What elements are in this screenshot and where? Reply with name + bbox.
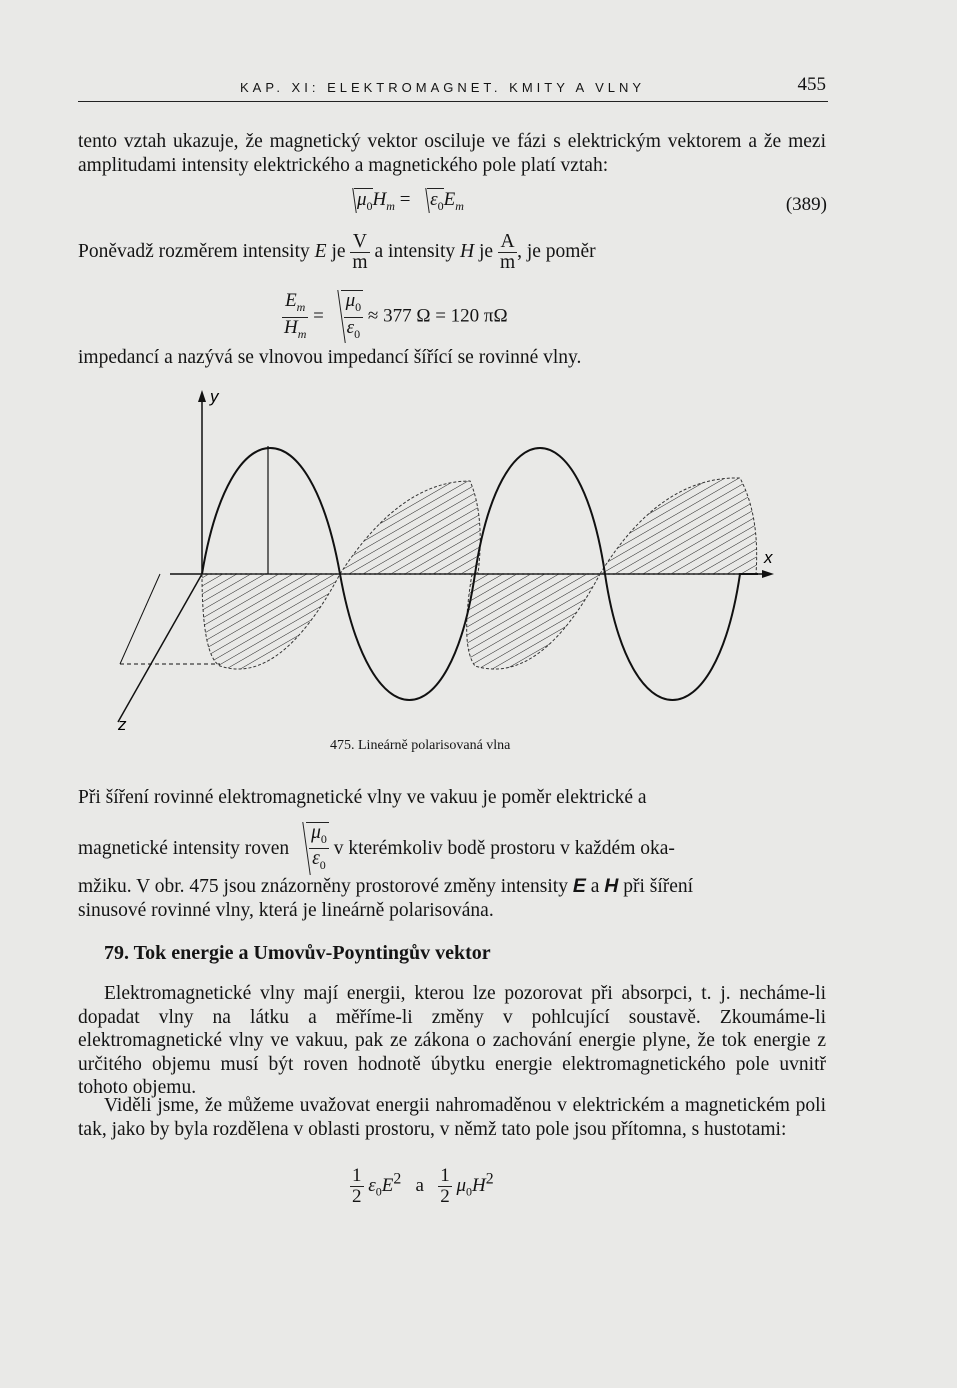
- x-arrow-icon: [762, 570, 774, 578]
- text-fragment: a: [585, 876, 605, 898]
- subscript: 0: [366, 198, 373, 213]
- paragraph-density: Viděli jsme, že můžeme uvažovat energii nahromaděnou v elektrickém a magnetickém poli tak, jako by byla rozdělena v oblasti prostoru, v němž tato pole jsou přítomna, s hustotami:: [78, 1095, 826, 1140]
- h-field-lobe-3: [467, 574, 600, 669]
- fraction-mu-over-eps: [309, 823, 329, 876]
- figure-475: [100, 386, 800, 741]
- symbol-mu: μ: [357, 189, 367, 210]
- symbol-h: H: [460, 240, 475, 262]
- symbol-h: H: [372, 189, 387, 210]
- text-line: [78, 875, 826, 899]
- subscript: m: [386, 198, 395, 213]
- text-fragment: magnetické intensity roven: [78, 837, 290, 859]
- symbol-eps: ε: [346, 316, 355, 338]
- equation-impedance: [282, 290, 508, 344]
- sqrt-ratio: [341, 290, 364, 344]
- denominator: [344, 318, 364, 344]
- numerator: V: [350, 232, 369, 253]
- equation-number: (389): [785, 194, 827, 215]
- sqrt-eps0: [427, 188, 444, 214]
- sqrt-mu0: [354, 188, 373, 214]
- symbol-e: E: [381, 1174, 394, 1196]
- fraction-half: [350, 1166, 364, 1207]
- subscript: 0: [375, 1184, 382, 1199]
- equals-sign: =: [399, 189, 411, 210]
- text-fragment: je: [474, 240, 498, 262]
- z-guide-line: [120, 574, 160, 664]
- symbol-e: E: [285, 290, 297, 311]
- z-axis-label: z: [118, 715, 127, 734]
- subscript: m: [297, 326, 307, 341]
- denominator: [309, 849, 329, 875]
- text-line: Při šíření rovinné elektromagnetické vlny ve vakuu je poměr elektrické a: [78, 787, 647, 808]
- denominator: 2: [352, 1186, 362, 1207]
- running-title: KAP. XI: ELEKTROMAGNET. KMITY A VLNY: [240, 80, 646, 95]
- symbol-eps: ε: [312, 848, 320, 870]
- symbol-mu: μ: [456, 1174, 467, 1196]
- fraction-mu-over-eps: [344, 291, 364, 344]
- denominator: 2: [440, 1186, 450, 1207]
- subscript: 0: [437, 198, 444, 213]
- paragraph-intro: tento vztah ukazuje, že magnetický vektor osciluje ve fázi s elektrickým vektorem a že mezi amplitudami intensity elektrického a magnetického pole platí vztah:: [78, 131, 826, 176]
- subscript: m: [455, 198, 464, 213]
- z-axis: [118, 574, 202, 722]
- text-fragment: při šíření: [618, 876, 694, 898]
- header-rule: [78, 101, 828, 102]
- text-fragment: Poněvadž rozměrem intensity: [78, 240, 315, 262]
- denominator: m: [499, 252, 516, 273]
- superscript: 2: [393, 1170, 402, 1188]
- h-field-lobe-1: [202, 574, 340, 669]
- subscript: 0: [355, 299, 362, 314]
- conjunction: a: [415, 1174, 424, 1196]
- symbol-h: H: [284, 316, 298, 338]
- numerator: 1: [352, 1165, 362, 1186]
- text-line: sinusové rovinné vlny, která je lineárně polarisována.: [78, 899, 494, 921]
- subscript: 0: [466, 1184, 473, 1199]
- subscript: 0: [320, 831, 327, 846]
- equation-density: [350, 1166, 494, 1207]
- symbol-mu: μ: [311, 821, 321, 843]
- subscript: 0: [354, 326, 361, 341]
- h-field-lobe-2: [340, 481, 480, 574]
- denominator: [282, 318, 308, 344]
- symbol-e: E: [314, 240, 327, 262]
- text-fragment: , je poměr: [517, 240, 596, 262]
- equation-389: [342, 188, 464, 214]
- text-line: [78, 822, 826, 876]
- fraction-half: [438, 1166, 452, 1207]
- symbol-eps: ε: [368, 1174, 376, 1196]
- paragraph-ratio: [78, 786, 826, 922]
- numerator: A: [498, 232, 517, 253]
- y-arrow-icon: [198, 390, 206, 402]
- symbol-eps: ε: [430, 189, 438, 210]
- y-axis-label: y: [210, 387, 219, 406]
- symbol-mu: μ: [345, 290, 356, 311]
- vector-e: E: [572, 875, 586, 898]
- numerator: 1: [440, 1165, 450, 1186]
- numerator: [344, 291, 364, 318]
- symbol-e: E: [443, 189, 456, 210]
- text-fragment: a intensity: [369, 240, 461, 262]
- subscript: m: [296, 299, 306, 314]
- h-field-lobe-4: [600, 478, 757, 574]
- paragraph-energy: Elektromagnetické vlny mají energii, kterou lze pozorovat při absorpci, t. j. necháme-li dopadat vlny na látku a měříme-li změny v pohlcující soustavě. Zkoumáme-li elektromagnetické vlny ve vakuu, pak ze zákona o zachování energie plyne, že tok energie z určitého objemu musí být roven hodnotě úbytku energie elektromagnetického pole uvnitř tohoto objemu.: [78, 983, 826, 1098]
- sqrt-ratio-inline: [306, 822, 329, 876]
- text-fragment: je: [326, 240, 351, 262]
- fraction-em-over-hm: [282, 291, 308, 344]
- fraction-v-over-m: [350, 232, 369, 273]
- subscript: 0: [319, 858, 326, 873]
- impedance-value: ≈ 377 Ω = 120 πΩ: [367, 305, 508, 327]
- symbol-h: H: [472, 1174, 486, 1196]
- wave-diagram: [100, 386, 800, 736]
- superscript: 2: [485, 1170, 494, 1188]
- equals-sign: =: [313, 305, 329, 327]
- x-axis-label: x: [764, 548, 773, 567]
- text-fragment: mžiku. V obr. 475 jsou znázorněny prostorové změny intensity: [78, 876, 573, 898]
- page-number: 455: [797, 74, 826, 95]
- paragraph-units: [78, 232, 826, 273]
- text-fragment: v kterémkoliv bodě prostoru v každém oka-: [333, 837, 675, 859]
- figure-caption: 475. Lineárně polarisovaná vlna: [330, 738, 511, 753]
- paragraph-impedance: impedancí a nazývá se vlnovou impedancí šířící se rovinné vlny.: [78, 347, 582, 368]
- numerator: [282, 291, 308, 318]
- denominator: m: [352, 252, 368, 273]
- numerator: [309, 823, 329, 850]
- vector-h: H: [604, 875, 619, 898]
- fraction-a-over-m: [498, 232, 517, 273]
- section-heading: 79. Tok energie a Umovův-Poyntingův vektor: [104, 942, 491, 964]
- page-header: [78, 74, 828, 104]
